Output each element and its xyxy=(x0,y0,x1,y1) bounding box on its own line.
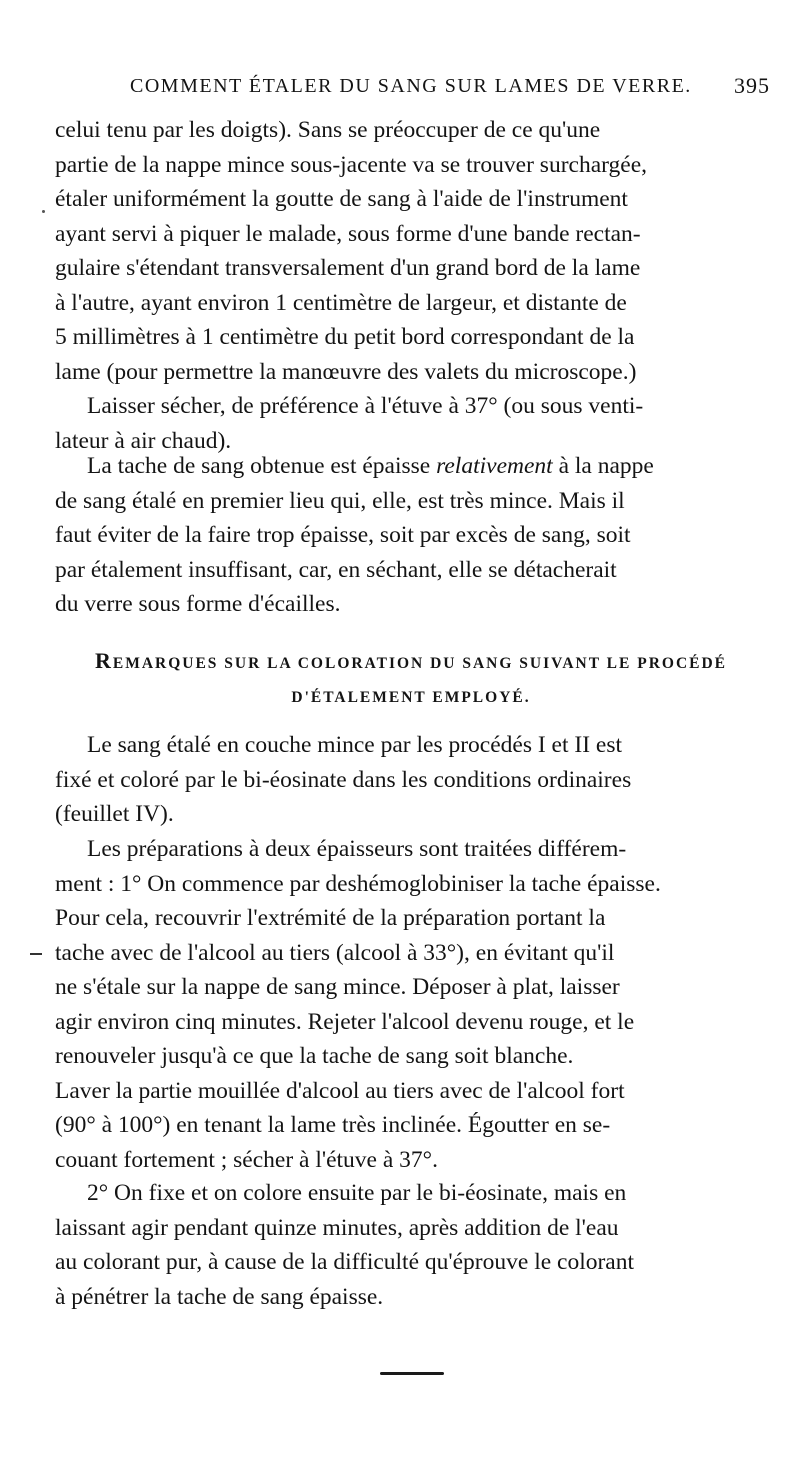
text-line: celui tenu par les doigts). Sans se préoccuper de ce qu'une xyxy=(55,117,601,143)
text-line: renouveler jusqu'à ce que la tache de sang soit blanche. xyxy=(55,1043,574,1069)
text-line: au colorant pur, à cause de la difficulté qu'éprouve le colorant xyxy=(55,1249,635,1275)
text-line: ayant servi à piquer le malade, sous forme d'une bande rectan- xyxy=(55,220,641,247)
running-title: COMMENT ÉTALER DU SANG SUR LAMES DE VERRE. xyxy=(130,75,692,97)
page-number: 395 xyxy=(734,73,770,98)
text-line: (feuillet IV). xyxy=(55,801,174,827)
heading-initial: R xyxy=(94,648,113,673)
paragraph-continuation xyxy=(55,113,767,389)
text-line: 2° On fixe et on colore ensuite par le bi-éosinate, mais en xyxy=(87,1180,627,1206)
text-line: gulaire s'étendant transversalement d'un grand bord de la lame xyxy=(55,255,641,281)
text-line: 5 millimètres à 1 centimètre du petit bord correspondant de la xyxy=(55,324,635,350)
text-line: ment : 1° On commence par deshémoglobiniser la tache épaisse. xyxy=(55,870,661,897)
text-segment: à la nappe xyxy=(552,453,654,479)
end-rule xyxy=(380,1372,444,1375)
text-line: par étalement insuffisant, car, en séchant, elle se détacherait xyxy=(55,556,617,583)
paragraph-staining xyxy=(55,1176,767,1314)
text-line: agir environ cinq minutes. Rejeter l'alcool devenu rouge, et le xyxy=(55,1008,635,1035)
text-line: tache avec de l'alcool au tiers (alcool à 33°), en évitant qu'il xyxy=(55,939,615,966)
paragraph-thin-layer xyxy=(55,728,767,832)
italic-word: relativement xyxy=(436,453,553,479)
heading-line: D'ÉTALEMENT EMPLOYÉ. xyxy=(291,689,531,706)
text-line: laissant agir pendant quinze minutes, après addition de l'eau xyxy=(55,1214,619,1241)
text-line: étaler uniformément la goutte de sang à l'aide de l'instrument xyxy=(55,186,628,212)
text-line: lateur à air chaud). xyxy=(55,427,232,454)
text-line: fixé et coloré par le bi-éosinate dans les conditions ordinaires xyxy=(55,766,632,793)
text-line: ne s'étale sur la nappe de sang mince. Déposer à plat, laisser xyxy=(55,974,620,1000)
text-line: lame (pour permettre la manœuvre des valets du microscope.) xyxy=(55,358,637,385)
text-line: Les préparations à deux épaisseurs sont traitées différem- xyxy=(87,836,627,862)
heading-line xyxy=(55,644,767,681)
section-heading xyxy=(55,644,767,715)
text-line: de sang étalé en premier lieu qui, elle, est très mince. Mais il xyxy=(55,487,625,514)
running-header xyxy=(130,66,770,106)
margin-mark xyxy=(42,210,45,213)
paragraph-thick-spot xyxy=(55,449,767,622)
text-line: Le sang étalé en couche mince par les procédés I et II est xyxy=(87,732,623,758)
paragraph-two-thickness xyxy=(55,832,767,1177)
text-segment: La tache de sang obtenue est épaisse xyxy=(87,453,437,479)
margin-mark xyxy=(30,953,42,955)
heading-text: EMARQUES SUR LA COLORATION DU SANG SUIVANT LE PROCÉDÉ xyxy=(112,655,728,672)
text-line: à l'autre, ayant environ 1 centimètre de largeur, et distante de xyxy=(55,289,627,316)
text-line xyxy=(55,449,767,484)
text-line: Laisser sécher, de préférence à l'étuve à 37° (ou sous venti- xyxy=(87,393,644,419)
text-line: couant fortement ; sécher à l'étuve à 37°. xyxy=(55,1146,438,1173)
text-line: faut éviter de la faire trop épaisse, soit par excès de sang, soit xyxy=(55,522,631,548)
text-line: partie de la nappe mince sous-jacente va se trouver surchargée, xyxy=(55,151,648,178)
text-line: du verre sous forme d'écailles. xyxy=(55,591,341,617)
text-line: Laver la partie mouillée d'alcool au tiers avec de l'alcool fort xyxy=(55,1077,625,1104)
text-line: à pénétrer la tache de sang épaisse. xyxy=(55,1283,384,1310)
paragraph-drying xyxy=(55,389,767,458)
text-line: Pour cela, recouvrir l'extrémité de la préparation portant la xyxy=(55,905,606,931)
text-line: (90° à 100°) en tenant la lame très inclinée. Égoutter en se- xyxy=(55,1112,611,1138)
